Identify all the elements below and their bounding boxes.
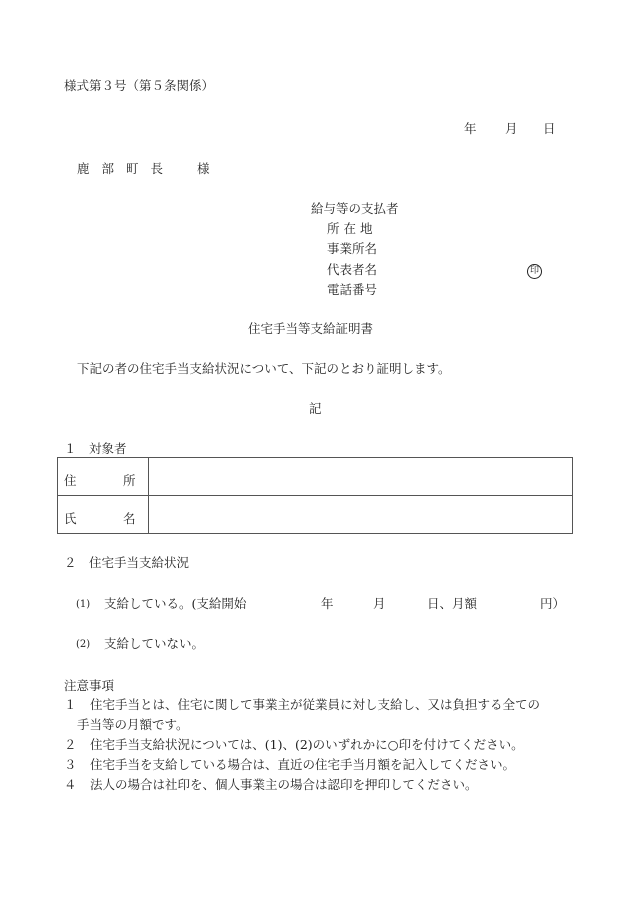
section1-heading: １ 対象者: [64, 441, 127, 456]
note-number: １: [64, 697, 77, 712]
name-value-cell[interactable]: [149, 496, 573, 534]
note-text: 法人の場合は社印を、個人事業主の場合は認印を押印してください。: [90, 777, 478, 792]
note-text: 住宅手当を支給している場合は、直近の住宅手当月額を記入してください。: [90, 757, 516, 772]
notes-heading: 注意事項: [64, 678, 115, 693]
option1-day-amount: 日、月額: [427, 596, 478, 611]
seal-mark: 印: [527, 263, 542, 279]
option2-number: (2): [76, 639, 91, 650]
date-year: 年: [464, 121, 477, 136]
date-month: 月: [505, 121, 518, 136]
option1-yen: 円）: [540, 596, 566, 611]
address-label-cell: [58, 458, 149, 496]
intro-text: 下記の者の住宅手当支給状況について、下記のとおり証明します。: [77, 361, 451, 376]
address-value-cell[interactable]: [149, 458, 573, 496]
table-row: [58, 496, 573, 534]
payer-phone-label: 電話番号: [327, 282, 378, 297]
note-text-continued: 手当等の月額です。: [77, 717, 189, 732]
name-label-char2: 名: [123, 511, 136, 526]
address-label-char2: 所: [123, 473, 136, 488]
table-row: [58, 458, 573, 496]
note-text: 住宅手当支給状況については、(1)、(2)のいずれかに○印を付けてください。: [90, 737, 524, 752]
note-number: ４: [64, 777, 77, 792]
name-label-cell: [58, 496, 149, 534]
option1-year: 年: [321, 596, 334, 611]
payer-representative-label: 代表者名: [327, 262, 378, 277]
option1-number: (1): [76, 599, 91, 610]
note-text: 住宅手当とは、住宅に関して事業主が従業員に対し支給し、又は負担する全ての: [90, 697, 541, 712]
payer-address-label: 所 在 地: [327, 221, 373, 236]
option1-text: 支給している。(支給開始: [104, 596, 247, 611]
section2-heading: ２ 住宅手当支給状況: [64, 555, 190, 570]
form-number: 様式第３号（第５条関係）: [64, 78, 215, 93]
option2-text: 支給していない。: [104, 636, 205, 651]
name-label-char1: 氏: [64, 511, 77, 526]
subject-table: [57, 457, 573, 534]
note-number: ３: [64, 757, 77, 772]
address-label-char1: 住: [64, 473, 77, 488]
payer-heading: 給与等の支払者: [311, 201, 399, 216]
payer-office-label: 事業所名: [327, 241, 378, 256]
date-day: 日: [543, 121, 556, 136]
option1-month: 月: [373, 596, 386, 611]
ki-marker: 記: [309, 401, 322, 416]
document-title: 住宅手当等支給証明書: [248, 321, 374, 336]
addressee-name: 鹿部町長: [77, 161, 176, 176]
note-number: ２: [64, 737, 77, 752]
addressee-title: 様: [197, 161, 210, 176]
